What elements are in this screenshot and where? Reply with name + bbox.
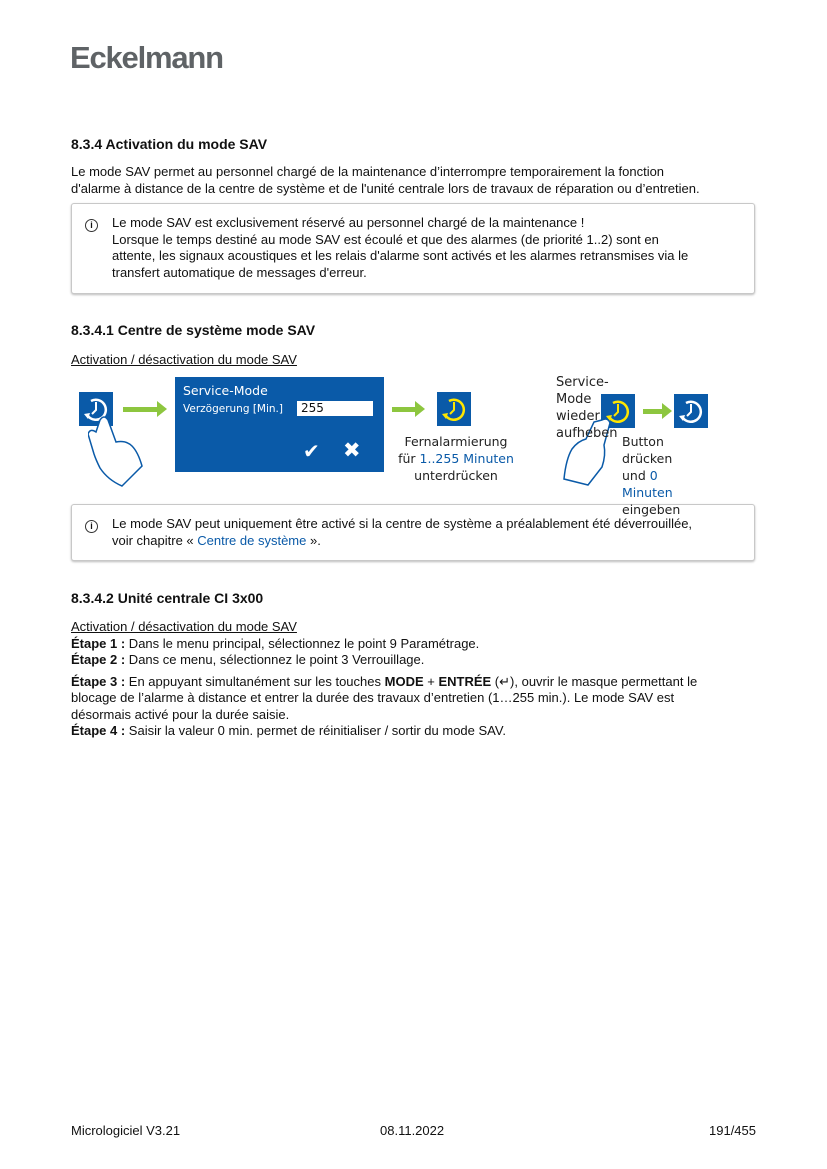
subheading-underlined: Activation / désactivation du mode SAV (71, 352, 297, 367)
info-icon: i (85, 219, 98, 232)
text-line: Fernalarmierung (404, 434, 508, 449)
footer-date: 08.11.2022 (380, 1123, 445, 1138)
text: 1..255 Minuten (419, 451, 514, 466)
text-line: eingeben (622, 502, 681, 517)
key-mode: MODE (384, 673, 424, 689)
subheading-underlined: Activation / désactivation du mode SAV (71, 619, 297, 634)
text-line: unterdrücken (414, 468, 498, 483)
text: und (622, 468, 650, 483)
footer-page-number: 191/455 (709, 1123, 756, 1138)
step-label: Étape 1 : (71, 635, 126, 651)
key-entree: ENTRÉE (438, 673, 492, 689)
text: ». (306, 532, 321, 548)
delay-label: Verzögerung [Min.] (183, 403, 283, 415)
arrow-icon (643, 409, 663, 414)
text-line: d'alarme à distance de la centre de système et de l'unité centrale lors de travaux de réparation ou d’entretien. (71, 180, 700, 196)
text-line: Le mode SAV peut uniquement être activé si la centre de système a préalablement été déverrouillée, (112, 516, 693, 531)
step-text: En appuyant simultanément sur les touches (125, 673, 385, 689)
subsection-heading: 8.3.4.2 Unité centrale CI 3x00 (71, 590, 264, 606)
caption-title: Service-Mode wieder aufheben (556, 375, 618, 441)
step-label: Étape 3 : (71, 673, 126, 689)
delay-input[interactable]: 255 (297, 401, 373, 416)
hand-pointer-icon (88, 412, 153, 487)
text: ( (491, 673, 500, 689)
text: désormais activé pour la durée saisie. (71, 706, 290, 722)
step-text: Dans le menu principal, sélectionnez le point 9 Paramétrage. (125, 635, 480, 651)
text: + (423, 673, 439, 689)
confirm-check-icon[interactable]: ✔ (303, 439, 320, 463)
step-3 (71, 674, 761, 724)
text: 0 Minuten (622, 468, 673, 500)
text-line: transfert automatique de messages d'erreur. (112, 264, 367, 280)
caption-suppress (396, 433, 516, 484)
text: blocage de l’alarme à distance et entrer la durée des travaux d’entretien (1…255 min.). Le mode SAV est (71, 690, 675, 705)
text-line: Le mode SAV est exclusivement réservé au personnel chargé de la maintenance ! (112, 215, 585, 230)
step-text: Dans ce menu, sélectionnez le point 3 Verrouillage. (125, 652, 425, 667)
subsection-heading: 8.3.4.1 Centre de système mode SAV (71, 322, 316, 338)
intro-paragraph (71, 164, 761, 197)
text: ), ouvrir le masque permettant le (510, 673, 698, 689)
enter-key-icon: ↵ (499, 673, 511, 689)
step-label: Étape 2 : (71, 652, 126, 667)
step-4 (71, 723, 761, 740)
step-label: Étape 4 : (71, 723, 126, 738)
service-mode-active-icon (437, 392, 471, 426)
step-2 (71, 652, 761, 669)
chapter-link[interactable]: Centre de système (197, 532, 307, 548)
text-line: attente, les signaux acoustiques et les relais d'alarme sont activés et les alarmes retransmises via le (112, 248, 689, 263)
text: voir chapitre « (112, 532, 198, 548)
info-icon: i (85, 520, 98, 533)
step-1 (71, 636, 761, 653)
step-text: Saisir la valeur 0 min. permet de réinitialiser / sortir du mode SAV. (125, 723, 506, 738)
text-line: Le mode SAV permet au personnel chargé de la maintenance d’interrompre temporairement la fonction (71, 164, 665, 179)
section-heading: 8.3.4 Activation du mode SAV (71, 136, 268, 152)
service-mode-dialog (175, 377, 384, 472)
footer-version: Micrologiciel V3.21 (71, 1123, 181, 1138)
dialog-title: Service-Mode (183, 383, 268, 398)
cancel-x-icon[interactable]: ✖ (343, 438, 361, 462)
arrow-icon (392, 407, 416, 412)
eckelmann-logo: Eckelmann (70, 40, 223, 75)
text-line: Lorsque le temps destiné au mode SAV est écoulé et que des alarmes (de priorité 1..2) sont en (112, 231, 659, 247)
steps (71, 619, 761, 740)
text-line: Button drücken (622, 434, 673, 466)
service-mode-button-icon (674, 394, 708, 428)
arrow-icon (123, 407, 158, 412)
text: für (398, 451, 420, 466)
info-note (71, 203, 755, 294)
caption-reset (622, 433, 680, 518)
